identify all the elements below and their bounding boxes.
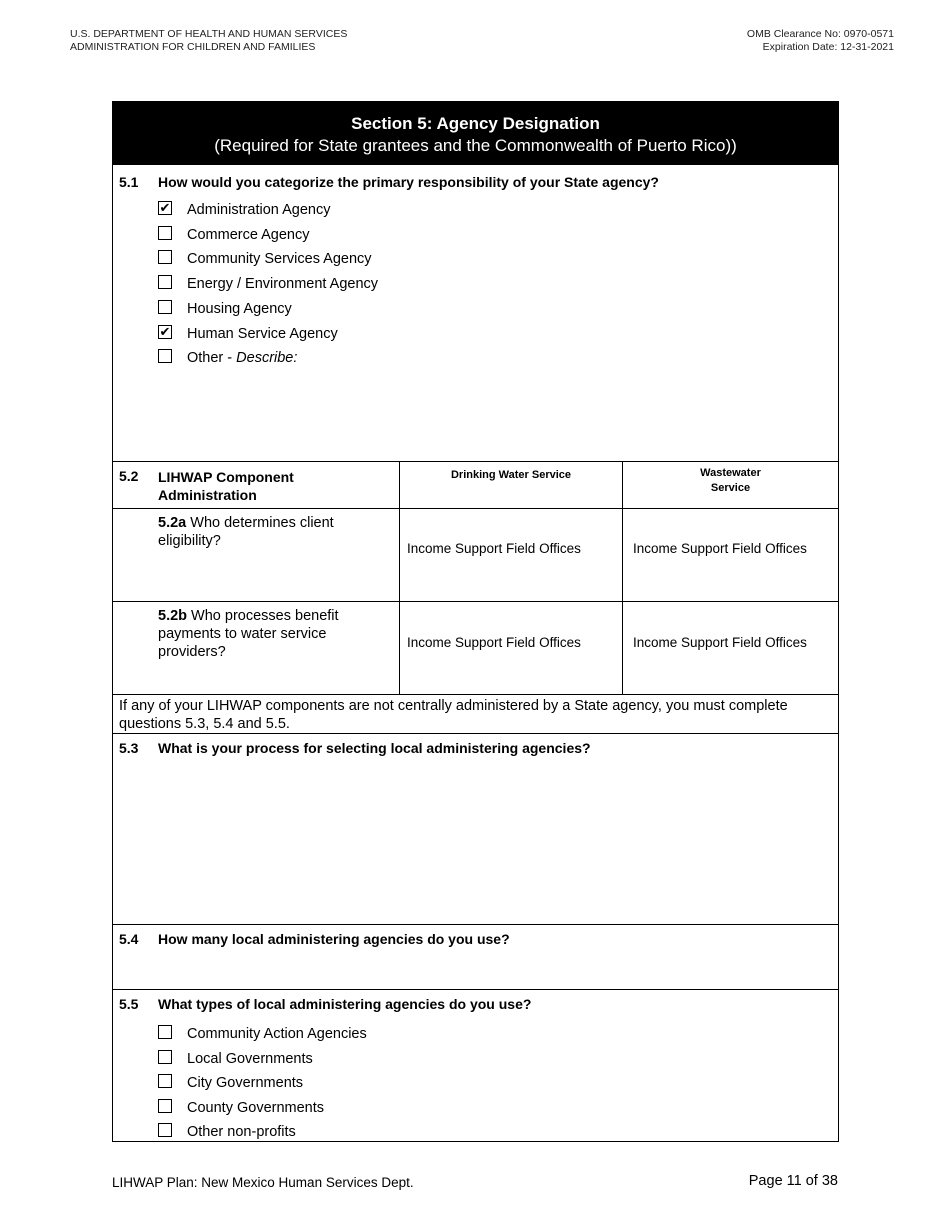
checkbox-community-action[interactable] bbox=[158, 1025, 172, 1039]
agency-header-line2: ADMINISTRATION FOR CHILDREN AND FAMILIES bbox=[70, 41, 316, 53]
section-title: Section 5: Agency Designation bbox=[351, 114, 600, 133]
row-5-2b-label bbox=[158, 607, 378, 661]
divider bbox=[113, 601, 838, 602]
q51-option-housing[interactable] bbox=[158, 299, 292, 319]
q53-question: What is your process for selecting local administering agencies? bbox=[158, 740, 591, 756]
option-label: Housing Agency bbox=[187, 301, 292, 317]
row-5-2b-drinking: Income Support Field Offices bbox=[407, 635, 581, 650]
expiration-date: Expiration Date: 12-31-2021 bbox=[762, 41, 894, 53]
row-5-2b-question: Who processes benefit payments to water service providers? bbox=[158, 608, 339, 660]
option-label: Local Governments bbox=[187, 1051, 313, 1067]
q51-number: 5.1 bbox=[119, 174, 139, 190]
col-drinking-water: Drinking Water Service bbox=[450, 469, 572, 481]
checkbox-county-governments[interactable] bbox=[158, 1099, 172, 1113]
option-label: Energy / Environment Agency bbox=[187, 276, 379, 292]
section-5-form bbox=[112, 101, 839, 1142]
checkbox-administration[interactable]: ✔ bbox=[159, 200, 171, 216]
other-describe: Describe: bbox=[236, 350, 298, 366]
q53-number: 5.3 bbox=[119, 740, 139, 756]
divider bbox=[113, 733, 838, 734]
q55-option-city-governments[interactable] bbox=[158, 1073, 303, 1093]
q55-option-local-governments[interactable] bbox=[158, 1049, 313, 1069]
q55-option-community-action[interactable] bbox=[158, 1024, 367, 1044]
q51-question: How would you categorize the primary responsibility of your State agency? bbox=[158, 174, 659, 190]
q55-number: 5.5 bbox=[119, 996, 139, 1012]
divider bbox=[113, 461, 838, 462]
q55-question: What types of local administering agencies do you use? bbox=[158, 996, 532, 1012]
col-wastewater-line1: Wastewater bbox=[700, 467, 761, 479]
row-5-2a-drinking: Income Support Field Offices bbox=[407, 541, 581, 556]
col-wastewater bbox=[623, 466, 838, 496]
page-number: Page 11 of 38 bbox=[748, 1173, 838, 1189]
row-5-2a-label bbox=[158, 514, 378, 550]
option-label: Community Action Agencies bbox=[187, 1026, 367, 1042]
q54-number: 5.4 bbox=[119, 931, 139, 947]
section-title-bar bbox=[113, 102, 838, 165]
column-divider bbox=[399, 461, 400, 695]
checkbox-commerce[interactable] bbox=[158, 226, 172, 240]
q51-option-commerce[interactable] bbox=[158, 225, 310, 245]
agency-header-line1: U.S. DEPARTMENT OF HEALTH AND HUMAN SERVICES bbox=[70, 28, 348, 40]
option-label: Human Service Agency bbox=[187, 326, 338, 342]
col-wastewater-line2: Service bbox=[710, 482, 751, 494]
option-label: Commerce Agency bbox=[187, 227, 310, 243]
row-5-2a-number: 5.2a bbox=[158, 515, 187, 531]
q51-option-human-service[interactable] bbox=[158, 324, 338, 344]
q52-heading: LIHWAP Component Administration bbox=[158, 469, 294, 503]
divider bbox=[113, 694, 838, 695]
checkbox-human-service[interactable]: ✔ bbox=[159, 324, 171, 340]
column-divider bbox=[622, 461, 623, 695]
q51-option-administration[interactable] bbox=[158, 200, 330, 220]
checkbox-housing[interactable] bbox=[158, 300, 172, 314]
row-5-2a-waste: Income Support Field Offices bbox=[633, 541, 807, 556]
section-subtitle: (Required for State grantees and the Commonwealth of Puerto Rico)) bbox=[214, 136, 737, 155]
option-label: Other - bbox=[187, 350, 237, 366]
option-label: County Governments bbox=[187, 1100, 325, 1116]
checkbox-community-services[interactable] bbox=[158, 250, 172, 264]
row-5-2b-number: 5.2b bbox=[158, 608, 188, 624]
q55-option-county-governments[interactable] bbox=[158, 1098, 324, 1118]
agency-header bbox=[70, 28, 347, 54]
option-label: City Governments bbox=[187, 1075, 304, 1091]
omb-clearance: OMB Clearance No: 0970-0571 bbox=[746, 28, 894, 40]
row-5-2a-question: Who determines client eligibility? bbox=[158, 515, 334, 549]
checkbox-other-nonprofits[interactable] bbox=[158, 1123, 172, 1137]
checkbox-energy[interactable] bbox=[158, 275, 172, 289]
row-5-2b-waste: Income Support Field Offices bbox=[633, 635, 807, 650]
checkbox-other[interactable] bbox=[158, 349, 172, 363]
divider bbox=[113, 924, 838, 925]
q55-option-other-nonprofits[interactable] bbox=[158, 1122, 296, 1142]
omb-header bbox=[747, 28, 894, 54]
option-label: Community Services Agency bbox=[187, 251, 372, 267]
footer-plan-name: LIHWAP Plan: New Mexico Human Services Dept. bbox=[112, 1175, 414, 1190]
q51-option-other[interactable] bbox=[158, 348, 297, 368]
option-label: Administration Agency bbox=[187, 202, 331, 218]
q51-option-energy[interactable] bbox=[158, 274, 378, 294]
q52-number: 5.2 bbox=[119, 468, 139, 484]
checkbox-city-governments[interactable] bbox=[158, 1074, 172, 1088]
checkbox-local-governments[interactable] bbox=[158, 1050, 172, 1064]
q54-question: How many local administering agencies do you use? bbox=[158, 931, 510, 947]
q51-option-community-services[interactable] bbox=[158, 249, 372, 269]
instruction-note: If any of your LIHWAP components are not centrally administered by a State agency, you must complete questions 5.3, 5.4 and 5.5. bbox=[119, 698, 788, 732]
divider bbox=[113, 508, 838, 509]
option-label: Other non-profits bbox=[187, 1124, 296, 1140]
divider bbox=[113, 989, 838, 990]
